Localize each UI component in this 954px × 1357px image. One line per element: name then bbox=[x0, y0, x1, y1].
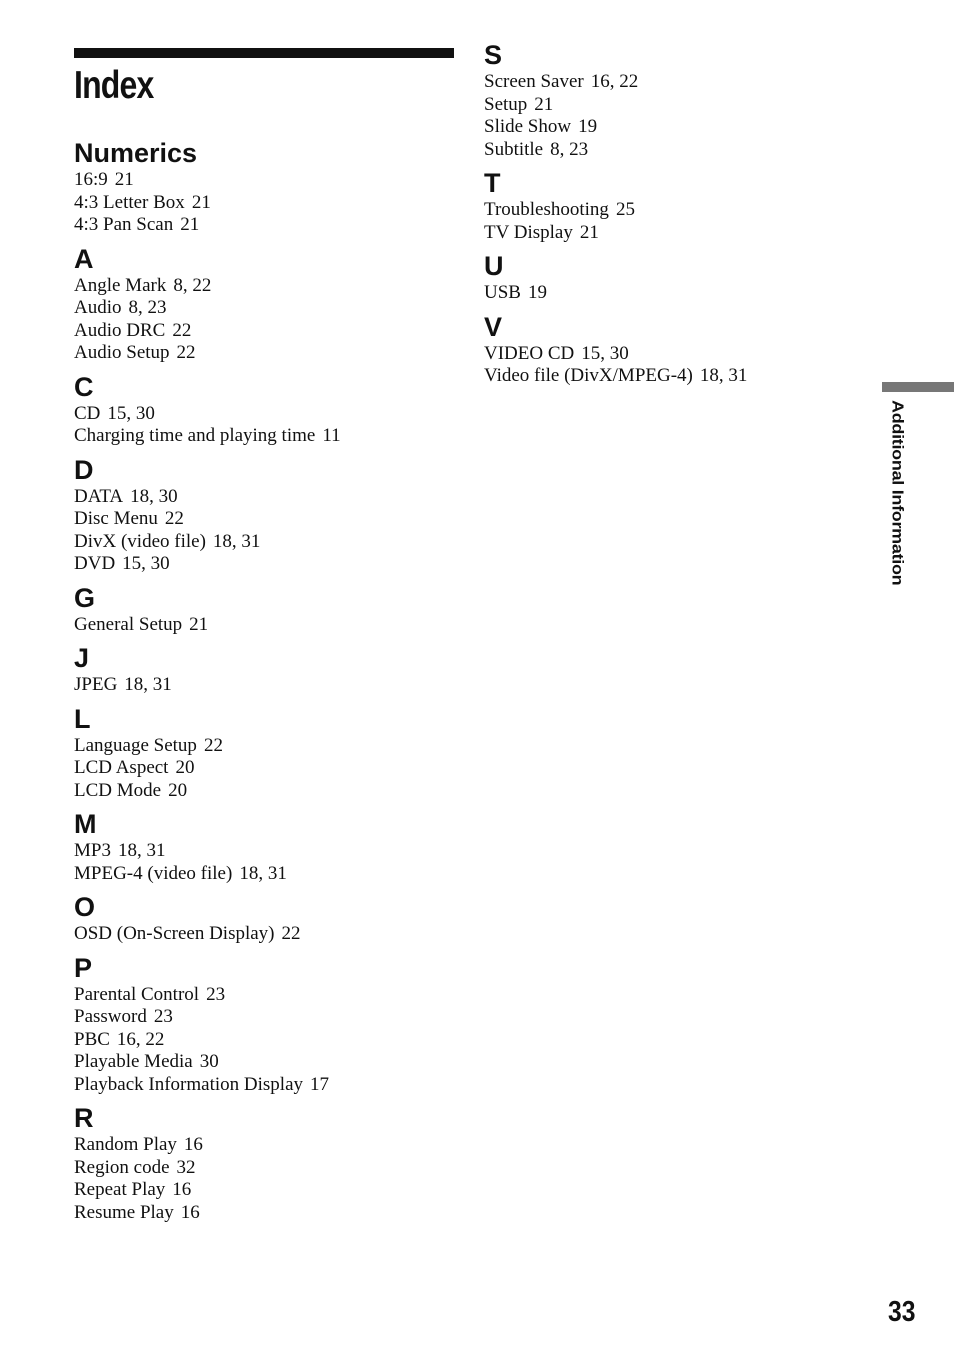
entry-page-numbers: 17 bbox=[310, 1073, 330, 1095]
index-section bbox=[484, 168, 844, 244]
entry-page-numbers: 23 bbox=[206, 983, 226, 1005]
index-entry bbox=[484, 139, 844, 162]
section-heading: D bbox=[74, 454, 94, 485]
entry-page-numbers: 8, 23 bbox=[550, 138, 589, 160]
section-heading: V bbox=[484, 311, 503, 342]
entry-term: Disc Menu bbox=[74, 508, 158, 529]
index-entry bbox=[484, 282, 844, 305]
entry-list bbox=[74, 403, 474, 448]
entry-page-numbers: 15, 30 bbox=[581, 342, 629, 364]
entry-page-numbers: 25 bbox=[615, 199, 635, 220]
index-section bbox=[74, 704, 474, 803]
entry-term: DATA bbox=[74, 485, 124, 507]
index-section bbox=[484, 40, 844, 161]
entry-term: Setup bbox=[484, 93, 528, 115]
index-entry bbox=[74, 674, 474, 697]
entry-page-numbers: 22 bbox=[172, 319, 192, 341]
entry-list bbox=[74, 984, 474, 1097]
entry-page-numbers: 22 bbox=[203, 734, 223, 756]
entry-term: OSD (On-Screen Display) bbox=[74, 923, 275, 944]
section-heading: R bbox=[74, 1103, 94, 1133]
entry-page-numbers: 16 bbox=[183, 1134, 203, 1155]
index-section bbox=[74, 643, 474, 697]
entry-page-numbers: 21 bbox=[579, 221, 599, 243]
section-heading: J bbox=[74, 643, 90, 673]
entry-term: Repeat Play bbox=[74, 1179, 166, 1200]
entry-term: Audio Setup bbox=[74, 342, 170, 363]
index-entry bbox=[74, 297, 474, 320]
index-entry bbox=[74, 169, 474, 192]
entry-list bbox=[74, 840, 474, 885]
entry-page-numbers: 18, 31 bbox=[239, 862, 287, 884]
index-entry bbox=[484, 222, 844, 245]
index-entry bbox=[74, 1029, 474, 1052]
entry-page-numbers: 16 bbox=[180, 1201, 200, 1223]
entry-term: Screen Saver bbox=[484, 71, 584, 92]
index-column-right bbox=[484, 40, 844, 388]
entry-page-numbers: 22 bbox=[164, 508, 184, 529]
index-entry bbox=[74, 425, 474, 448]
entry-term: Language Setup bbox=[74, 734, 197, 756]
entry-term: DivX (video file) bbox=[74, 530, 206, 552]
entry-list bbox=[74, 1134, 474, 1224]
entry-page-numbers: 8, 22 bbox=[173, 274, 212, 296]
index-section bbox=[484, 251, 844, 305]
entry-term: 4:3 Letter Box bbox=[74, 191, 185, 213]
section-heading: L bbox=[74, 703, 91, 734]
index-entry bbox=[74, 320, 474, 343]
section-heading: P bbox=[74, 952, 93, 983]
index-entry bbox=[74, 275, 474, 298]
index-entry bbox=[484, 365, 844, 388]
index-entry bbox=[74, 553, 474, 576]
entry-term: JPEG bbox=[74, 674, 118, 695]
entry-term: LCD Aspect bbox=[74, 757, 169, 778]
section-heading: C bbox=[74, 371, 94, 402]
entry-term: MP3 bbox=[74, 840, 111, 861]
index-entry bbox=[74, 531, 474, 554]
entry-term: VIDEO CD bbox=[484, 342, 575, 364]
entry-term: PBC bbox=[74, 1028, 110, 1050]
entry-page-numbers: 18, 31 bbox=[212, 530, 261, 552]
index-entry bbox=[74, 984, 474, 1007]
entry-term: Playback Information Display bbox=[74, 1073, 304, 1095]
entry-term: Angle Mark bbox=[74, 274, 167, 296]
entry-list bbox=[74, 614, 474, 637]
index-entry bbox=[74, 403, 474, 426]
entry-page-numbers: 16 bbox=[172, 1179, 192, 1200]
index-entry bbox=[484, 116, 844, 139]
entry-page-numbers: 18, 31 bbox=[117, 840, 166, 861]
entry-term: Resume Play bbox=[74, 1201, 174, 1223]
entry-term: 4:3 Pan Scan bbox=[74, 214, 174, 235]
index-entry bbox=[484, 199, 844, 222]
index-column-left bbox=[74, 138, 474, 1224]
entry-term: TV Display bbox=[484, 221, 573, 243]
index-entry bbox=[74, 1202, 474, 1225]
entry-list bbox=[74, 486, 474, 576]
index-entry bbox=[74, 840, 474, 863]
index-entry bbox=[74, 486, 474, 509]
section-heading: U bbox=[484, 251, 504, 281]
entry-page-numbers: 8, 23 bbox=[128, 297, 167, 318]
index-section bbox=[74, 244, 474, 365]
entry-term: Region code bbox=[74, 1156, 170, 1178]
entry-page-numbers: 23 bbox=[153, 1006, 173, 1027]
index-entry bbox=[74, 863, 474, 886]
index-entry bbox=[74, 757, 474, 780]
index-entry bbox=[74, 1157, 474, 1180]
index-section bbox=[74, 372, 474, 448]
index-section bbox=[74, 138, 474, 237]
entry-term: Playable Media bbox=[74, 1051, 193, 1072]
index-section bbox=[74, 953, 474, 1097]
index-entry bbox=[74, 1134, 474, 1157]
entry-term: USB bbox=[484, 282, 521, 303]
index-entry bbox=[74, 1006, 474, 1029]
entry-term: Video file (DivX/MPEG-4) bbox=[484, 365, 693, 386]
index-entry bbox=[74, 1179, 474, 1202]
index-entry bbox=[74, 192, 474, 215]
entry-term: MPEG-4 (video file) bbox=[74, 862, 233, 884]
entry-term: CD bbox=[74, 402, 101, 424]
index-entry bbox=[484, 94, 844, 117]
index-section bbox=[74, 1103, 474, 1224]
entry-list bbox=[74, 735, 474, 803]
index-entry bbox=[484, 343, 844, 366]
section-heading: M bbox=[74, 809, 97, 839]
entry-page-numbers: 18, 31 bbox=[699, 365, 748, 386]
entry-page-numbers: 18, 31 bbox=[124, 674, 172, 695]
entry-page-numbers: 19 bbox=[527, 282, 547, 303]
entry-page-numbers: 22 bbox=[176, 342, 196, 363]
index-section bbox=[74, 892, 474, 946]
entry-term: Subtitle bbox=[484, 138, 544, 160]
index-entry bbox=[74, 342, 474, 365]
entry-term: Slide Show bbox=[484, 116, 572, 137]
entry-page-numbers: 21 bbox=[189, 613, 209, 635]
index-section bbox=[74, 583, 474, 637]
index-entry bbox=[74, 1074, 474, 1097]
index-entry bbox=[74, 735, 474, 758]
section-side-label: Additional Information bbox=[888, 400, 906, 586]
entry-page-numbers: 16, 22 bbox=[590, 71, 639, 92]
entry-page-numbers: 22 bbox=[281, 923, 301, 944]
entry-page-numbers: 21 bbox=[534, 93, 554, 115]
entry-term: Troubleshooting bbox=[484, 199, 609, 220]
entry-term: Audio DRC bbox=[74, 319, 166, 341]
entry-page-numbers: 32 bbox=[176, 1156, 196, 1178]
entry-term: DVD bbox=[74, 553, 116, 574]
entry-page-numbers: 15, 30 bbox=[122, 553, 170, 574]
entry-list bbox=[484, 199, 844, 244]
entry-page-numbers: 21 bbox=[180, 214, 200, 235]
section-heading: T bbox=[484, 168, 501, 198]
entry-list bbox=[484, 282, 844, 305]
entry-term: Password bbox=[74, 1006, 147, 1027]
index-entry bbox=[74, 508, 474, 531]
entry-page-numbers: 16, 22 bbox=[116, 1028, 165, 1050]
entry-term: General Setup bbox=[74, 613, 183, 635]
entry-page-numbers: 18, 30 bbox=[130, 485, 178, 507]
section-heading: S bbox=[484, 40, 503, 70]
index-section bbox=[74, 455, 474, 576]
entry-page-numbers: 15, 30 bbox=[107, 402, 155, 424]
entry-page-numbers: 20 bbox=[175, 757, 195, 778]
index-entry bbox=[74, 214, 474, 237]
section-heading: A bbox=[74, 243, 94, 274]
index-entry bbox=[484, 71, 844, 94]
entry-page-numbers: 19 bbox=[578, 116, 598, 137]
entry-page-numbers: 21 bbox=[114, 169, 134, 190]
section-tab-marker bbox=[882, 382, 954, 392]
page-number: 33 bbox=[888, 1296, 916, 1328]
entry-list bbox=[74, 275, 474, 365]
entry-page-numbers: 20 bbox=[168, 779, 188, 801]
entry-term: Charging time and playing time bbox=[74, 425, 316, 446]
title-rule bbox=[74, 48, 454, 58]
section-heading: O bbox=[74, 892, 96, 922]
entry-list bbox=[74, 674, 474, 697]
section-heading: Numerics bbox=[74, 138, 198, 168]
entry-list bbox=[74, 923, 474, 946]
index-entry bbox=[74, 1051, 474, 1074]
entry-list bbox=[74, 169, 474, 237]
index-section bbox=[74, 809, 474, 885]
entry-term: Parental Control bbox=[74, 983, 200, 1005]
entry-list bbox=[484, 71, 844, 161]
section-heading: G bbox=[74, 582, 96, 613]
entry-term: Random Play bbox=[74, 1134, 177, 1155]
entry-term: LCD Mode bbox=[74, 779, 162, 801]
entry-page-numbers: 21 bbox=[191, 191, 211, 213]
index-section bbox=[484, 312, 844, 388]
entry-page-numbers: 30 bbox=[199, 1051, 219, 1072]
entry-page-numbers: 11 bbox=[322, 425, 341, 446]
index-entry bbox=[74, 923, 474, 946]
index-entry bbox=[74, 780, 474, 803]
index-entry bbox=[74, 614, 474, 637]
entry-list bbox=[484, 343, 844, 388]
entry-term: 16:9 bbox=[74, 169, 108, 190]
entry-term: Audio bbox=[74, 297, 122, 318]
page-title: Index bbox=[74, 64, 154, 107]
